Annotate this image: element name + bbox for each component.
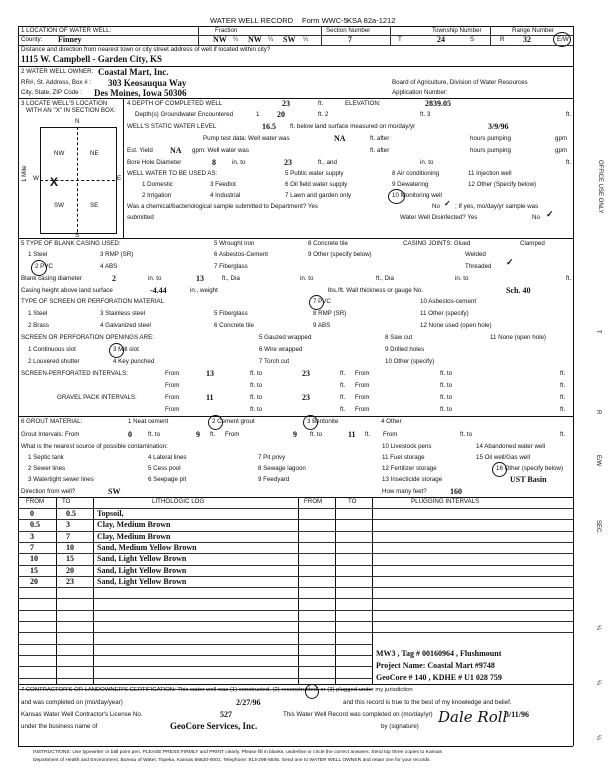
application-label: Application Number: (392, 89, 448, 96)
static-tail: ft. below land surface measured on mo/day/yr (290, 123, 416, 130)
grout-4: 4 Other (381, 418, 402, 425)
opening-11: 11 None (open hole) (490, 334, 546, 341)
opening-10: 10 Other (specify) (385, 358, 435, 365)
ft-to-label: ft. to (440, 370, 453, 377)
quarter-mark: ¼ (268, 36, 274, 43)
range-label: Range Number (512, 27, 554, 34)
side-ew: E/W (595, 455, 601, 467)
pump-label: Pump test data: Well water was (203, 135, 290, 142)
s5-label: 5 TYPE OF BLANK CASING USED: (21, 240, 121, 247)
s-letter: S (470, 36, 475, 43)
ft-label: ft. (210, 431, 216, 438)
log-desc-cell: Clay, Medium Brown (97, 531, 171, 541)
opening-1: 1 Continuous slot (28, 346, 76, 353)
casing-4: 4 ABS (100, 263, 118, 270)
screen-8: 8 RMP (SR) (313, 310, 347, 317)
ft-label: ft. (560, 394, 566, 401)
ft-to-label: ft. to (440, 394, 453, 401)
from-label: From (165, 406, 180, 413)
r-letter: R (500, 36, 505, 43)
ft-label: ft. (566, 159, 572, 166)
dia-label: ft., Dia (222, 275, 240, 282)
chem-label: Was a chemical/bacteriological sample submitted to Department? Yes (127, 203, 318, 210)
log-desc-cell: Sand, Light Yellow Brown (97, 554, 187, 564)
screen-7: 7 PVC (313, 298, 331, 305)
ft-label: ft. (560, 370, 566, 377)
disinfected-label: Water Well Disinfected? Yes (400, 214, 478, 221)
grout-3-circle (303, 415, 318, 430)
contam-5: 5 Cess pool (148, 465, 181, 472)
depth-value: 23 (282, 99, 290, 108)
elevation-label: ELEVATION: (345, 100, 381, 107)
use-2: 2 Irrigation (142, 192, 172, 199)
after-label: ft. after (370, 135, 390, 142)
yield-label: Est. Yield (127, 147, 153, 154)
from-label: From (165, 382, 180, 389)
plugging-intervals-header: PLUGGING INTERVALS (411, 498, 480, 505)
ft-to-label: ft. to (250, 394, 263, 401)
ft-label: ft. (560, 406, 566, 413)
plug-from-header: FROM (304, 498, 323, 505)
grout-2-circle (208, 415, 223, 430)
use-9: 9 Dewatering (392, 181, 429, 188)
gpm-label: gpm (555, 135, 568, 142)
side-sec: SEC. (595, 520, 601, 535)
grout-intervals-label: Grout Intervals: From (21, 431, 80, 438)
and-label: ft., and (318, 159, 337, 166)
board-label: Board of Agriculture, Division of Water Resources (392, 79, 528, 86)
hours-label: hours pumping (470, 135, 511, 142)
log-note-tag: MW3 , Tag # 00160964 , Flushmount (376, 649, 502, 658)
signature: Dale Roll (438, 708, 508, 726)
gw-3-label: ft. 3 (420, 111, 431, 118)
after-label: ft. after (370, 147, 390, 154)
side-quarter-1: ¼ (595, 625, 601, 631)
groundwater-1-value: 20 (277, 110, 285, 119)
fraction-2: NW (248, 35, 262, 44)
log-note-geocore: GeoCore # 140 , KDHE # U1 028 759 (376, 673, 502, 682)
in-to-label: in. to (232, 159, 246, 166)
contam-16-circle (492, 462, 507, 477)
gauge-value: Sch. 40 (506, 286, 531, 295)
s3-label2: WITH AN "X" IN SECTION BOX: (26, 107, 116, 114)
log-to-cell: 23 (66, 576, 74, 586)
from-label: From (355, 406, 370, 413)
county-value: Finney (58, 35, 82, 44)
from-label: From (355, 370, 370, 377)
s1-label: 1 LOCATION OF WATER WELL: (21, 27, 112, 34)
mile-label: 1 Mile (21, 165, 28, 182)
use-12: 12 Other (Specify below) (468, 181, 537, 188)
log-to-cell: 15 (66, 554, 74, 564)
well-x-mark: X (50, 175, 59, 189)
east-label: E (117, 175, 122, 182)
screen-5: 5 Fiberglass (214, 310, 248, 317)
blank-casing-label: Blank casing diameter (21, 275, 82, 282)
ft-to-label: ft. to (250, 382, 263, 389)
weight-label: in., weight (190, 287, 218, 294)
openings-label: SCREEN OR PERFORATION OPENINGS ARE: (21, 334, 154, 341)
south-label: S (75, 232, 80, 239)
casing-height-value: -4.44 (150, 286, 167, 295)
belief-label: and this record is true to the best of my knowledge and belief. (343, 699, 512, 706)
use-label: WELL WATER TO BE USED AS: (127, 170, 218, 177)
grout-from-1: 0 (128, 430, 132, 439)
log-desc-cell: Sand, Light Yellow Brown (97, 565, 187, 575)
casing-5: 5 Wrought iron (214, 240, 255, 247)
plug-to-header: TO (348, 498, 357, 505)
gravel-from-value: 11 (206, 393, 214, 402)
contam-3: 3 Watertight sewer lines (28, 476, 94, 483)
grout-3: 3 Bentonite (307, 418, 339, 425)
ft-to-label: ft. to (250, 406, 263, 413)
contam-4: 4 Lateral lines (148, 454, 187, 461)
license-label: Kansas Water Well Contractor's License No. (21, 711, 143, 718)
static-value: 16.5 (262, 122, 276, 131)
contam-10: 10 Livestock pens (382, 443, 432, 450)
bore-label: Bore Hole Diameter (127, 159, 182, 166)
log-from-cell: 0.5 (30, 520, 40, 530)
static-label: WELL'S STATIC WATER LEVEL (127, 123, 217, 130)
from-label: From (355, 382, 370, 389)
city-label: City, State, ZIP Code : (21, 89, 82, 96)
from-label: From (355, 394, 370, 401)
record-date: 3/11/96 (505, 710, 530, 719)
contam-7: 7 Pit privy (258, 454, 286, 461)
side-t: T (595, 330, 601, 334)
lithologic-log-header: LITHOLOGIC LOG (152, 498, 205, 505)
clamped-label: Clamped (520, 240, 545, 247)
ft-label: ft. (340, 370, 346, 377)
use-1: 1 Domestic (142, 181, 173, 188)
disinfected-check: ✓ (546, 209, 554, 219)
screen-intervals-label: SCREEN-PERFORATED INTERVALS: (21, 370, 128, 377)
contam-12: 12 Fertilizer storage (382, 465, 437, 472)
yield-tail: gpm: Well water was (192, 147, 249, 154)
in-to-label: in. to (148, 275, 162, 282)
address-value: 1115 W. Campbell - Garden City, KS (21, 54, 163, 64)
screen-1: 1 Steel (28, 310, 48, 317)
log-desc-cell: Sand, Light Yellow Brown (97, 576, 187, 586)
casing-7: 7 Fiberglass (214, 263, 248, 270)
ft-label: ft. (560, 431, 566, 438)
depth-label: 4 DEPTH OF COMPLETED WELL (127, 100, 223, 107)
ust-basin-value: UST Basin (510, 475, 547, 484)
side-quarter-3: ¼ (595, 735, 601, 741)
township-value: 24 (437, 35, 445, 44)
ft-to-label: ft. to (440, 406, 453, 413)
screen-from-value: 13 (206, 369, 214, 378)
ft-label: ft. (318, 100, 324, 107)
bore-value: 8 (212, 158, 216, 167)
instructions-line-1: INSTRUCTIONS: Use typewriter or ball point pen. PLEASE PRESS FIRMLY and PRINT clearly. Please fill in blanks, underline or circle the correct answers. Send top three copies to Kansas (33, 750, 442, 755)
contam-9: 9 Feedyard (258, 476, 290, 483)
ne-label: NE (90, 150, 99, 157)
log-desc-cell: Clay, Medium Brown (97, 520, 171, 530)
in-to-label: in. to (455, 275, 469, 282)
screen-12: 12 None used (open hole) (420, 322, 492, 329)
opening-6: 6 Wire wrapped (259, 346, 303, 353)
use-11: 11 Injection well (468, 170, 512, 177)
log-to-cell: 20 (66, 565, 74, 575)
contam-11: 11 Fuel storage (382, 454, 425, 461)
threaded-label: Threaded (465, 263, 492, 270)
ft-to-label: ft. to (460, 431, 473, 438)
grout-to-1: 9 (196, 430, 200, 439)
sw-label: SW (54, 202, 64, 209)
opening-5: 5 Gauzed wrapped (259, 334, 312, 341)
grout-to-2: 11 (348, 430, 356, 439)
screen-7-circle (309, 295, 324, 310)
side-quarter-2: ¼ (595, 680, 601, 686)
from-label: From (225, 431, 240, 438)
form-ksa: KSA 82a-1212 (347, 16, 396, 25)
ft-label: ft. (365, 431, 371, 438)
blank-casing-value: 2 (112, 274, 116, 283)
log-from-cell: 20 (30, 576, 38, 586)
log-to-cell: 7 (66, 531, 70, 541)
grout-2: 2 Cement grout (212, 418, 255, 425)
log-from-cell: 7 (30, 542, 34, 552)
gw-2-label: ft. 2 (318, 111, 329, 118)
s3-label: 3 LOCATE WELL'S LOCATION (21, 100, 108, 107)
contam-16: 16 Other (specify below) (496, 465, 564, 472)
contam-6: 6 Seepage pit (148, 476, 187, 483)
screen-4: 4 Galvanized steel (100, 322, 151, 329)
gravel-intervals-label: GRAVEL PACK INTERVALS: (57, 394, 137, 401)
side-r: R (595, 410, 601, 415)
casing-1: 1 Steel (28, 251, 48, 258)
ft-label: ft. (340, 382, 346, 389)
static-date: 3/9/96 (488, 122, 509, 131)
contam-13: 13 Insecticide storage (382, 476, 443, 483)
use-10: 10 Monitoring well (392, 192, 442, 199)
fraction-1: NW (213, 35, 227, 44)
casing-8: 8 Concrete tile (308, 240, 348, 247)
yield-value: NA (170, 146, 182, 155)
grout-1: 1 Neat cement (128, 418, 169, 425)
opening-9: 9 Drilled holes (385, 346, 425, 353)
business-value: GeoCore Services, Inc. (170, 721, 258, 731)
use-6: 6 Oil field water supply (285, 181, 348, 188)
township-label: Township Number (432, 27, 482, 34)
bore-to-value: 23 (284, 158, 292, 167)
record-completed-label: This Water Well Record was completed on (mo/day/yr) (283, 711, 433, 718)
completed-date: 2/27/96 (236, 698, 261, 707)
log-desc-cell: Topsoil, (97, 509, 124, 518)
distance-label: Distance and direction from nearest town or city street address of well if located within city? (21, 46, 271, 53)
gpm-label: gpm (555, 147, 568, 154)
casing-6: 6 Asbestos-Cement (214, 251, 268, 258)
casing-3: 3 RMP (SR) (100, 251, 134, 258)
s2-label: 2 WATER WELL OWNER: (21, 68, 94, 75)
se-label: SE (90, 202, 99, 209)
from-label: From (165, 370, 180, 377)
opening-3-circle (109, 343, 124, 358)
elevation-value: 2839.05 (425, 99, 451, 108)
ft-label: ft. (566, 111, 572, 118)
in-to-label: in. to (300, 275, 314, 282)
hours-label: hours pumping (470, 147, 511, 154)
use-4: 4 Industrial (210, 192, 241, 199)
casing-height-label: Casing height above land surface (21, 287, 113, 294)
direction-label: Direction from well? (21, 488, 76, 495)
casing-9: 9 Other (specify below) (308, 251, 372, 258)
log-desc-cell: Sand, Medium Yellow Brown (97, 542, 197, 552)
business-label: under the business name of (21, 723, 98, 730)
fraction-label: Fraction (215, 27, 238, 34)
threaded-check: ✓ (506, 257, 514, 267)
from-label: From (165, 394, 180, 401)
feet-value: 160 (450, 487, 462, 496)
log-to-header: TO (62, 498, 71, 505)
casing-2: 2 PVC (35, 263, 53, 270)
ft-label: ft. (566, 275, 572, 282)
opening-2: 2 Louvered shutter (28, 358, 80, 365)
signature-label: by (signature) (381, 723, 419, 730)
ft-to-label: ft. to (250, 370, 263, 377)
submitted-label: submitted (127, 214, 154, 221)
city-value: Des Moines, Iowa 50306 (94, 88, 187, 98)
contam-2: 2 Sewer lines (28, 465, 66, 472)
opening-8: 8 Saw cut (385, 334, 413, 341)
chem-no: No (432, 203, 440, 210)
ft-label: ft. (340, 394, 346, 401)
form-title: WATER WELL RECORD (210, 16, 294, 25)
log-from-cell: 0 (30, 509, 34, 518)
range-value: 32 (523, 35, 531, 44)
west-label: W (33, 175, 39, 182)
fraction-3: SW (283, 35, 296, 44)
groundwater-label: Depth(s) Groundwater Encountered (135, 111, 234, 118)
section-number-label: Section Number (326, 27, 371, 34)
use-7: 7 Lawn and garden only (285, 192, 352, 199)
pump-value: NA (334, 134, 346, 143)
screen-2: 2 Brass (28, 322, 49, 329)
office-use-label: OFFICE USE ONLY (597, 160, 603, 214)
log-from-cell: 10 (30, 554, 38, 564)
form-number: Form WWC-5 (302, 16, 348, 25)
ft-to-label: ft. to (148, 431, 161, 438)
contam-14: 14 Abandoned water well (476, 443, 546, 450)
log-from-cell: 3 (30, 531, 34, 541)
use-10-circle (388, 189, 405, 204)
blank-casing-to: 13 (196, 274, 204, 283)
street-value: 303 Keosauqua Way (108, 78, 187, 88)
opening-4: 4 Key punched (113, 358, 155, 365)
license-value: 527 (220, 710, 232, 719)
opening-3: 3 Mill slot (113, 346, 139, 353)
owner-value: Coastal Mart, Inc. (98, 67, 169, 77)
log-to-cell: 0.5 (66, 509, 76, 518)
rr-label: RR#, St. Address, Box # : (21, 79, 92, 86)
constructed-circle (305, 684, 319, 699)
nw-label: NW (54, 150, 65, 157)
use-3: 3 Feedlot (210, 181, 236, 188)
ft-label: ft. (560, 382, 566, 389)
screen-type-label: TYPE OF SCREEN OR PERFORATION MATERIAL (21, 298, 165, 305)
gravel-to-value: 23 (302, 393, 310, 402)
contam-15: 15 Oil well/Gas well (476, 454, 530, 461)
quarter-mark: ¼ (303, 36, 309, 43)
opening-7: 7 Torch cut (259, 358, 290, 365)
screen-6: 6 Concrete tile (214, 322, 254, 329)
north-label: N (75, 118, 80, 125)
ft-to-label: ft. to (440, 382, 453, 389)
gw-1-label: 1 (256, 111, 260, 118)
screen-3: 3 Stainless steel (100, 310, 146, 317)
wall-thickness-label: lbs./ft. Wall thickness or gauge No. (328, 287, 424, 294)
log-from-header: FROM (26, 498, 45, 505)
dia-label: ft., Dia (376, 275, 394, 282)
direction-value: SW (108, 487, 121, 496)
screen-10: 10 Asbestos-cement (420, 298, 477, 305)
screen-11: 11 Other (specify) (420, 310, 469, 317)
from-label: From (383, 431, 398, 438)
quarter-mark: ¼ (233, 36, 239, 43)
certification-line: 7 CONTRACTOR'S OR LANDOWNER'S CERTIFICATION: This water well was (1) constructed, (2) reconstructed, or (3) plugged under my jurisdiction (21, 687, 413, 693)
screen-to-value: 23 (302, 369, 310, 378)
welded-label: Welded (465, 251, 486, 258)
ft-to-label: ft. to (310, 431, 323, 438)
completed-label: and was completed on (mo/day/year) (21, 699, 123, 706)
casing-2-circle (31, 260, 47, 276)
casing-joints-label: CASING JOINTS: Glued (403, 240, 471, 247)
instructions-line-2: Department of Health and Environment, Bureau of Water, Topeka, Kansas 66620-0001. Telephone: 913-296-5545. Send one to WATER WELL OWNER and retain one for your records. (33, 758, 431, 763)
in-to-label: in. to (420, 159, 434, 166)
use-8: 8 Air conditioning (392, 170, 440, 177)
contam-8: 8 Sewage lagoon (258, 465, 306, 472)
county-label: County: (21, 36, 43, 43)
log-note-project: Project Name: Coastal Mart #9748 (376, 661, 495, 670)
use-5: 5 Public water supply (285, 170, 344, 177)
disinfected-no: No (532, 214, 540, 221)
chem-tail: ; If yes, mo/day/yr sample was (455, 203, 539, 210)
grout-from-2: 9 (293, 430, 297, 439)
t-letter: T (398, 36, 402, 43)
log-to-cell: 10 (66, 542, 74, 552)
how-many-feet-label: How many feet? (382, 488, 427, 495)
s6-label: 6 GROUT MATERIAL: (21, 418, 83, 425)
ew-value: E/W (557, 36, 569, 43)
log-to-cell: 3 (66, 520, 70, 530)
contam-1: 1 Septic tank (28, 454, 64, 461)
screen-9: 9 ABS (313, 322, 331, 329)
log-from-cell: 15 (30, 565, 38, 575)
chem-no-check: ✓ (444, 199, 451, 208)
ft-label: ft. (340, 406, 346, 413)
section-value: 7 (348, 35, 352, 44)
contamination-label: What is the nearest source of possible contamination: (21, 443, 168, 450)
